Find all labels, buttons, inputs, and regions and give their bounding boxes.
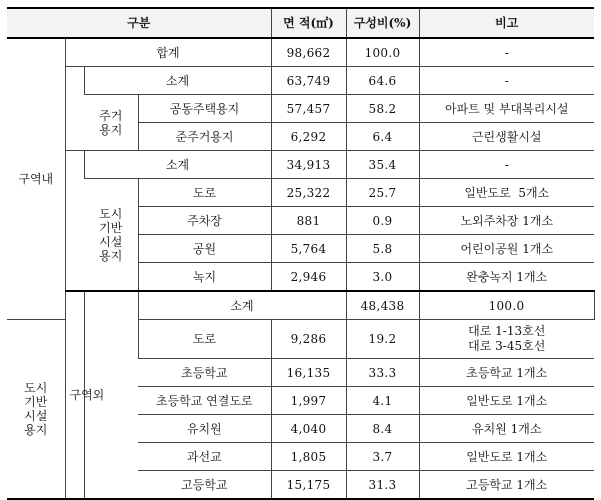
row-label: 과선교 (138, 443, 271, 471)
ratio-cell: 8.4 (346, 415, 419, 443)
area-cell: 1,805 (271, 443, 346, 471)
row-label: 소계 (84, 151, 271, 179)
ratio-cell: 64.6 (346, 67, 419, 95)
row-label: 초등학교 연결도로 (138, 387, 271, 415)
ratio-cell: 3.0 (346, 263, 419, 292)
row-label: 소계 (84, 67, 271, 95)
row-label: 초등학교 (138, 359, 271, 387)
table-row (7, 151, 594, 179)
ratio-cell: 0.9 (346, 207, 419, 235)
header-category: 구분 (7, 8, 271, 38)
area-cell: 98,662 (271, 38, 346, 67)
table-row (7, 179, 594, 207)
area-cell: 57,457 (271, 95, 346, 123)
ratio-cell: 100.0 (346, 38, 419, 67)
ratio-cell: 31.3 (346, 471, 419, 500)
remark-cell: - (419, 38, 594, 67)
remark-cell: - (419, 151, 594, 179)
area-cell: 63,749 (271, 67, 346, 95)
row-label: 공동주택용지 (138, 95, 271, 123)
header-remarks: 비고 (419, 8, 594, 38)
area-cell: 6,292 (271, 123, 346, 151)
remark-cell: 노외주차장 1개소 (419, 207, 594, 235)
row-label: 소계 (138, 291, 346, 320)
ratio-cell: 6.4 (346, 123, 419, 151)
spacer-cell (65, 151, 84, 292)
area-cell: 1,997 (271, 387, 346, 415)
area-cell: 2,946 (271, 263, 346, 292)
ratio-cell: 19.2 (346, 320, 419, 359)
header-area: 면 적(㎡) (271, 8, 346, 38)
table-row (7, 291, 594, 320)
row-label: 공원 (138, 235, 271, 263)
remark-cell: 근린생활시설 (419, 123, 594, 151)
row-label: 주차장 (138, 207, 271, 235)
area-cell: 5,764 (271, 235, 346, 263)
ratio-cell: 3.7 (346, 443, 419, 471)
header-row (7, 8, 594, 38)
row-label: 도로 (138, 179, 271, 207)
infra-group-label: 도시 기반 시설 용지 (84, 179, 138, 292)
area-cell: 15,175 (271, 471, 346, 500)
remark-cell: - (419, 67, 594, 95)
row-label: 도로 (138, 320, 271, 359)
remark-cell: 일반도로 5개소 (419, 179, 594, 207)
remark-cell: 일반도로 1개소 (419, 387, 594, 415)
inside-zone-label: 구역내 (7, 38, 65, 320)
row-label: 준주거용지 (138, 123, 271, 151)
remark-cell: 일반도로 1개소 (419, 443, 594, 471)
area-cell: 4,040 (271, 415, 346, 443)
area-cell: 48,438 (346, 291, 419, 320)
area-cell: 9,286 (271, 320, 346, 359)
land-use-table (7, 7, 594, 500)
row-label: 합계 (65, 38, 271, 67)
remark-cell: 유치원 1개소 (419, 415, 594, 443)
row-label: 고등학교 (138, 471, 271, 500)
row-label: 녹지 (138, 263, 271, 292)
remark-cell: 완충녹지 1개소 (419, 263, 594, 292)
remark-cell: 고등학교 1개소 (419, 471, 594, 500)
remark-cell: 초등학교 1개소 (419, 359, 594, 387)
residential-group-label: 주거 용지 (84, 95, 138, 151)
area-cell: 16,135 (271, 359, 346, 387)
table-row (7, 38, 594, 67)
outside-zone-label: 구역외 (65, 291, 84, 499)
area-cell: 25,322 (271, 179, 346, 207)
area-cell: 34,913 (271, 151, 346, 179)
remark-cell: 대로 1-13호선 대로 3-45호선 (419, 320, 594, 359)
area-cell: 881 (271, 207, 346, 235)
ratio-cell: 100.0 (419, 291, 594, 320)
header-ratio: 구성비(%) (346, 8, 419, 38)
spacer-cell (65, 67, 84, 151)
ratio-cell: 33.3 (346, 359, 419, 387)
ratio-cell: 4.1 (346, 387, 419, 415)
remark-cell: 아파트 및 부대복리시설 (419, 95, 594, 123)
ratio-cell: 58.2 (346, 95, 419, 123)
table-row (7, 95, 594, 123)
remark-cell: 어린이공원 1개소 (419, 235, 594, 263)
ratio-cell: 35.4 (346, 151, 419, 179)
table-row (7, 67, 594, 95)
ratio-cell: 25.7 (346, 179, 419, 207)
outside-infra-group-label: 도시 기반 시설 용지 (7, 320, 65, 500)
row-label: 유치원 (138, 415, 271, 443)
ratio-cell: 5.8 (346, 235, 419, 263)
